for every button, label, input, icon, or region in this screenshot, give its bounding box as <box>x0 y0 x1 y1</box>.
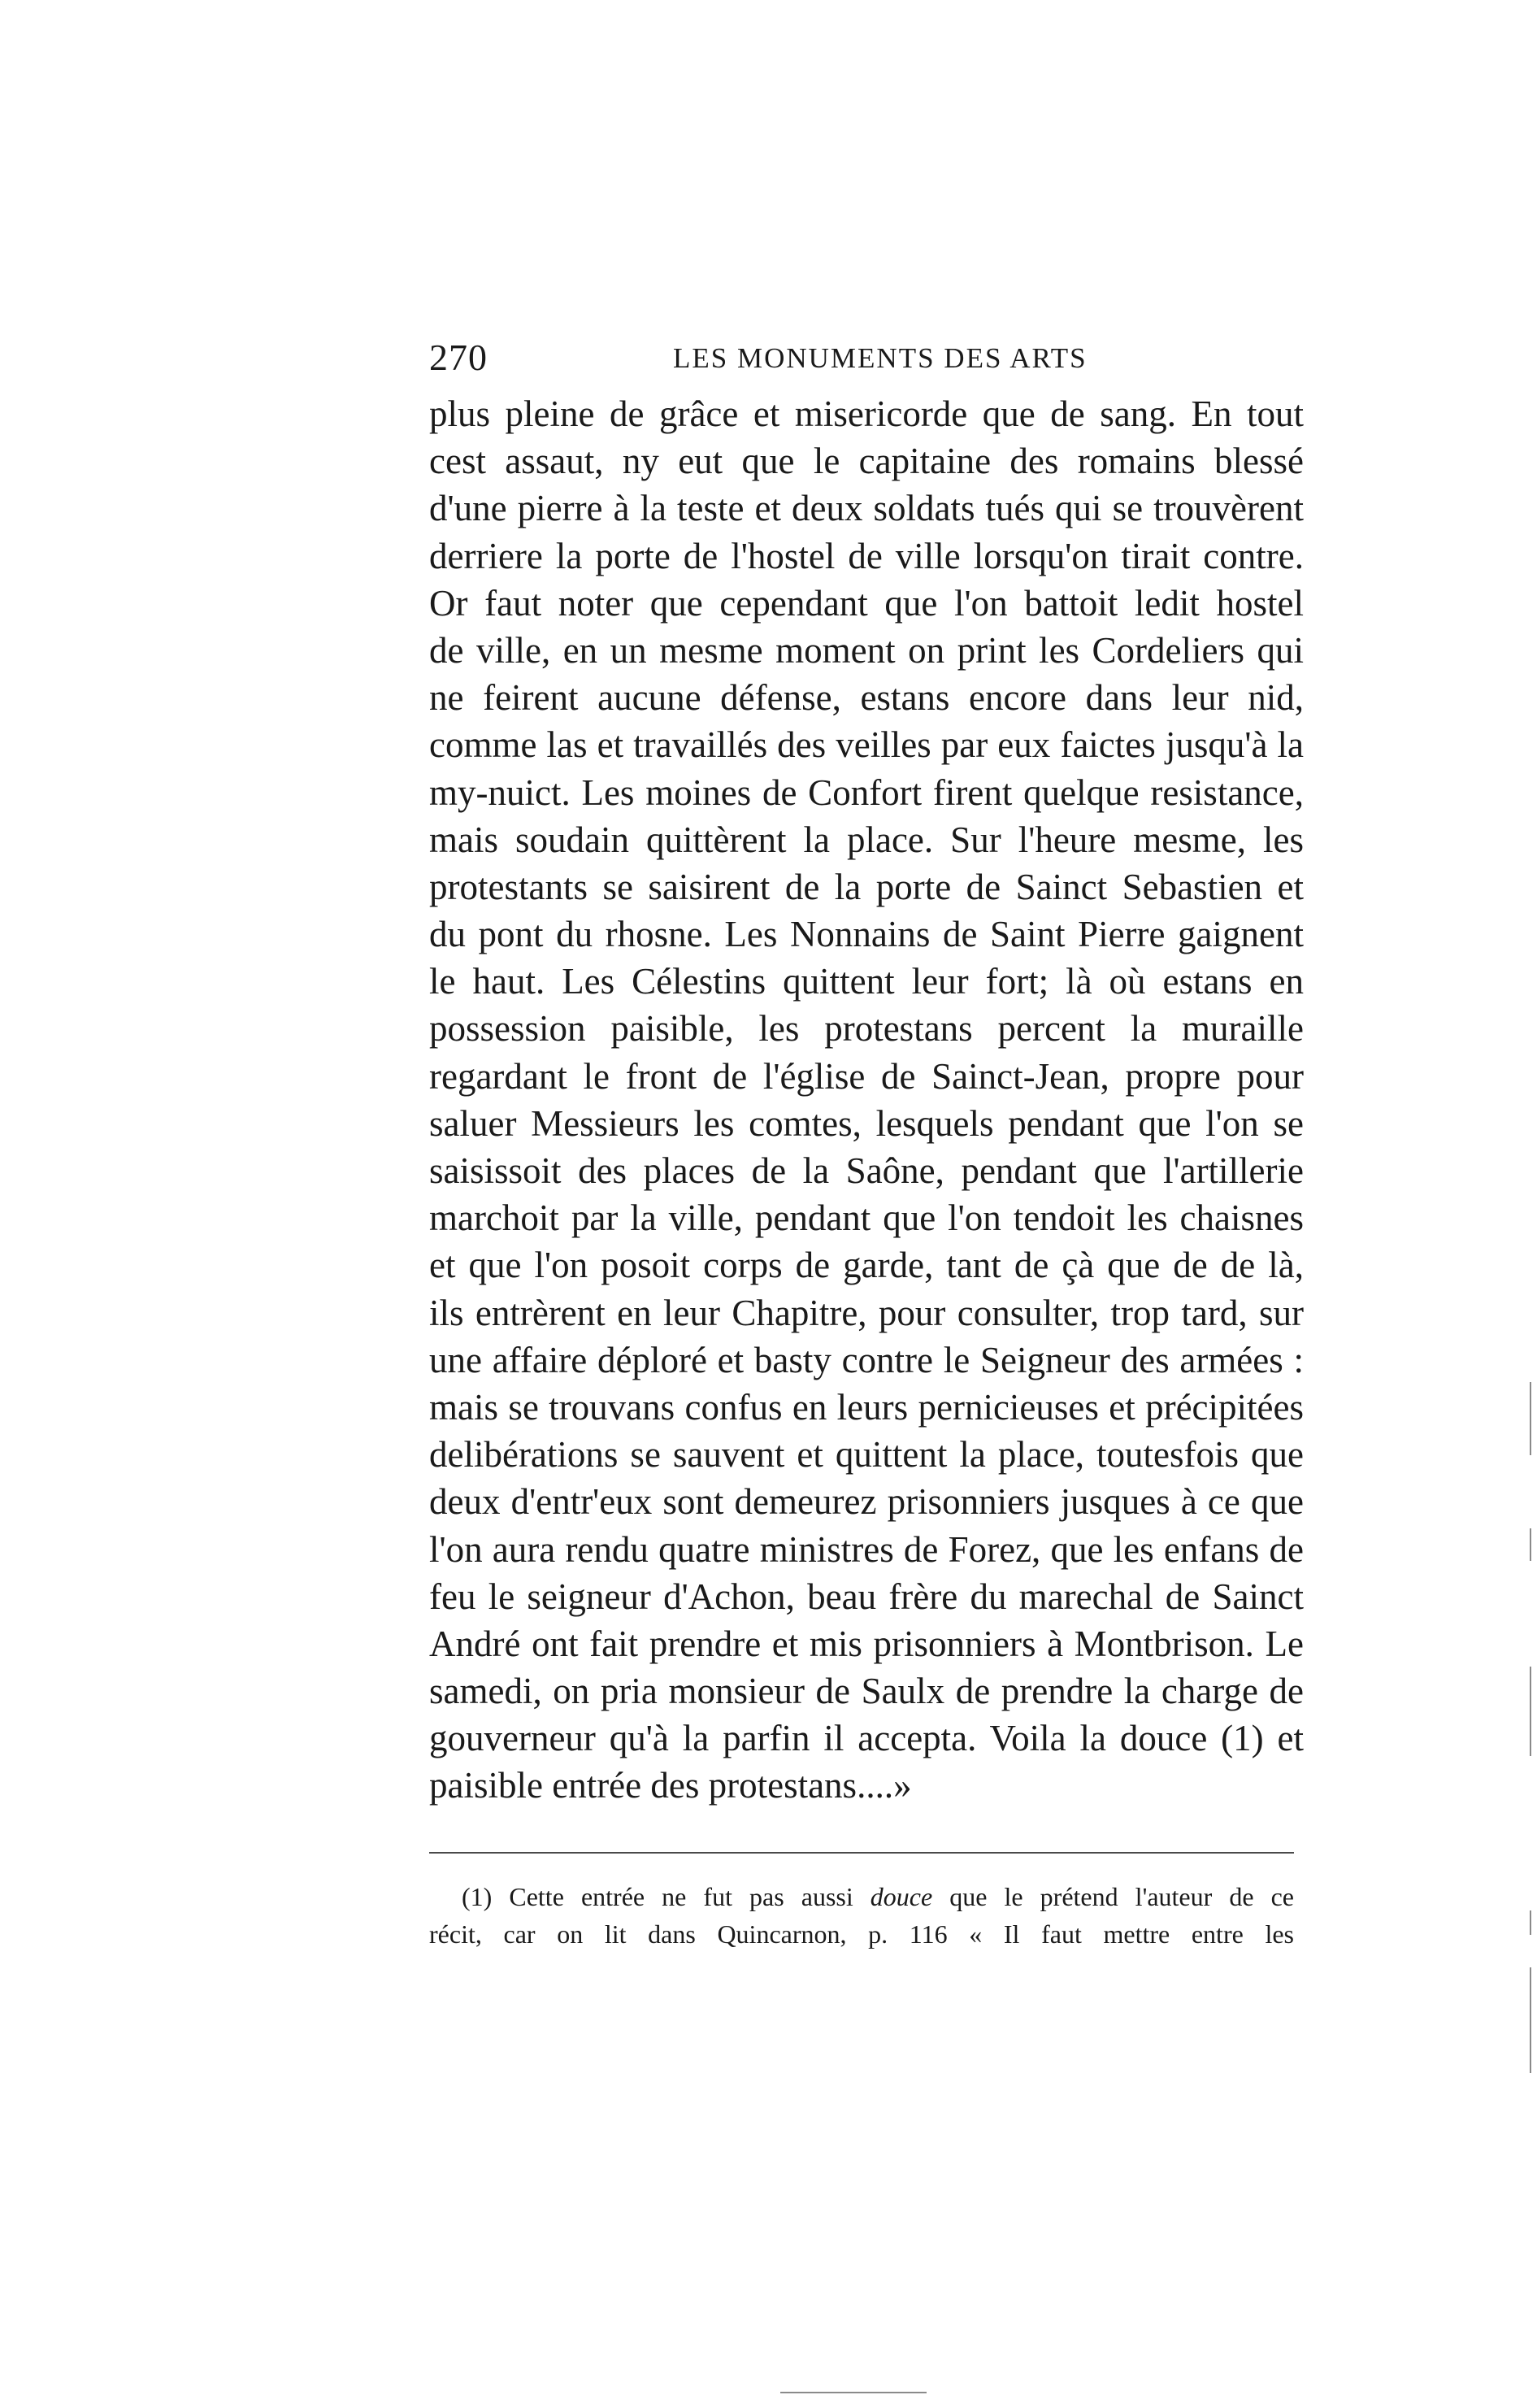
text-line: delibérations se sauvent et quittent la place, toutesfois que <box>429 1434 1304 1476</box>
text-line: ils entrèrent en leur Chapitre, pour consulter, trop tard, sur <box>429 1292 1304 1333</box>
footnote-text: (1) Cette entrée ne fut pas aussi <box>462 1882 871 1911</box>
text-line: saisissoit des places de la Saône, pendant que l'artillerie <box>429 1150 1304 1191</box>
text-line: deux d'entr'eux sont demeurez prisonniers jusques à ce que <box>429 1481 1304 1523</box>
text-line: André ont fait prendre et mis prisonniers à Montbrison. Le <box>429 1623 1304 1664</box>
text-line: l'on aura rendu quatre ministres de Forez, que les enfans de <box>429 1528 1304 1570</box>
text-line: ne feirent aucune défense, estans encore dans leur nid, <box>429 677 1304 719</box>
text-line: comme las et travaillés des veilles par eux faictes jusqu'à la <box>429 724 1304 766</box>
text-line: et que l'on posoit corps de garde, tant de çà que de de là, <box>429 1245 1304 1286</box>
footnote-text: que le prétend l'auteur de ce <box>932 1882 1295 1911</box>
text-line: plus pleine de grâce et misericorde que de sang. En tout <box>429 393 1304 434</box>
text-line: le haut. Les Célestins quittent leur fort; là où estans en <box>429 961 1304 1002</box>
footnote-emphasis: douce <box>870 1882 933 1911</box>
text-line: feu le seigneur d'Achon, beau frère du marechal de Sainct <box>429 1576 1304 1617</box>
running-title: LES MONUMENTS DES ARTS <box>673 342 1088 374</box>
text-line: une affaire déploré et basty contre le Seigneur des armées : <box>429 1339 1304 1380</box>
text-line: mais soudain quittèrent la place. Sur l'heure mesme, les <box>429 819 1304 860</box>
text-line: saluer Messieurs les comtes, lesquels pendant que l'on se <box>429 1102 1304 1144</box>
text-line: regardant le front de l'église de Sainct-Jean, propre pour <box>429 1055 1304 1097</box>
footnote-divider <box>429 1852 1294 1854</box>
footnote-line <box>429 1878 1294 1915</box>
text-line: samedi, on pria monsieur de Saulx de prendre la charge de <box>429 1671 1304 1712</box>
text-line: gouverneur qu'à la parfin il accepta. Voila la douce (1) et <box>429 1718 1304 1759</box>
page-header <box>429 327 1304 384</box>
text-line: du pont du rhosne. Les Nonnains de Saint Pierre gaignent <box>429 914 1304 955</box>
text-line: derriere la porte de l'hostel de ville lorsqu'on tirait contre. <box>429 535 1304 576</box>
text-line: mais se trouvans confus en leurs pernicieuses et précipitées <box>429 1386 1304 1428</box>
text-line: Or faut noter que cependant que l'on battoit ledit hostel <box>429 582 1304 624</box>
scan-artifact <box>780 2392 927 2393</box>
scan-artifact <box>1530 1528 1531 1561</box>
text-line: paisible entrée des protestans....» <box>429 1765 912 1806</box>
text-line: cest assaut, ny eut que le capitaine des romains blessé <box>429 441 1304 482</box>
text-line: my-nuict. Les moines de Confort firent quelque resistance, <box>429 772 1304 813</box>
scan-artifact <box>1530 1910 1531 1935</box>
text-line: de ville, en un mesme moment on print les Cordeliers qui <box>429 629 1304 671</box>
page-number: 270 <box>429 337 488 378</box>
body-text <box>429 390 1304 1810</box>
text-line: d'une pierre à la teste et deux soldats tués qui se trouvèrent <box>429 488 1304 529</box>
scan-artifact <box>1530 1382 1531 1455</box>
footnote-line: récit, car on lit dans Quincarnon, p. 116 « Il faut mettre entre les <box>429 1919 1294 1949</box>
text-line: possession paisible, les protestans percent la muraille <box>429 1008 1304 1050</box>
footnotes <box>429 1878 1294 1953</box>
scan-artifact <box>1530 1967 1531 2073</box>
text-line: marchoit par la ville, pendant que l'on tendoit les chaisnes <box>429 1197 1304 1239</box>
scan-artifact <box>1530 1667 1531 1756</box>
text-line: protestants se saisirent de la porte de Sainct Sebastien et <box>429 866 1304 907</box>
